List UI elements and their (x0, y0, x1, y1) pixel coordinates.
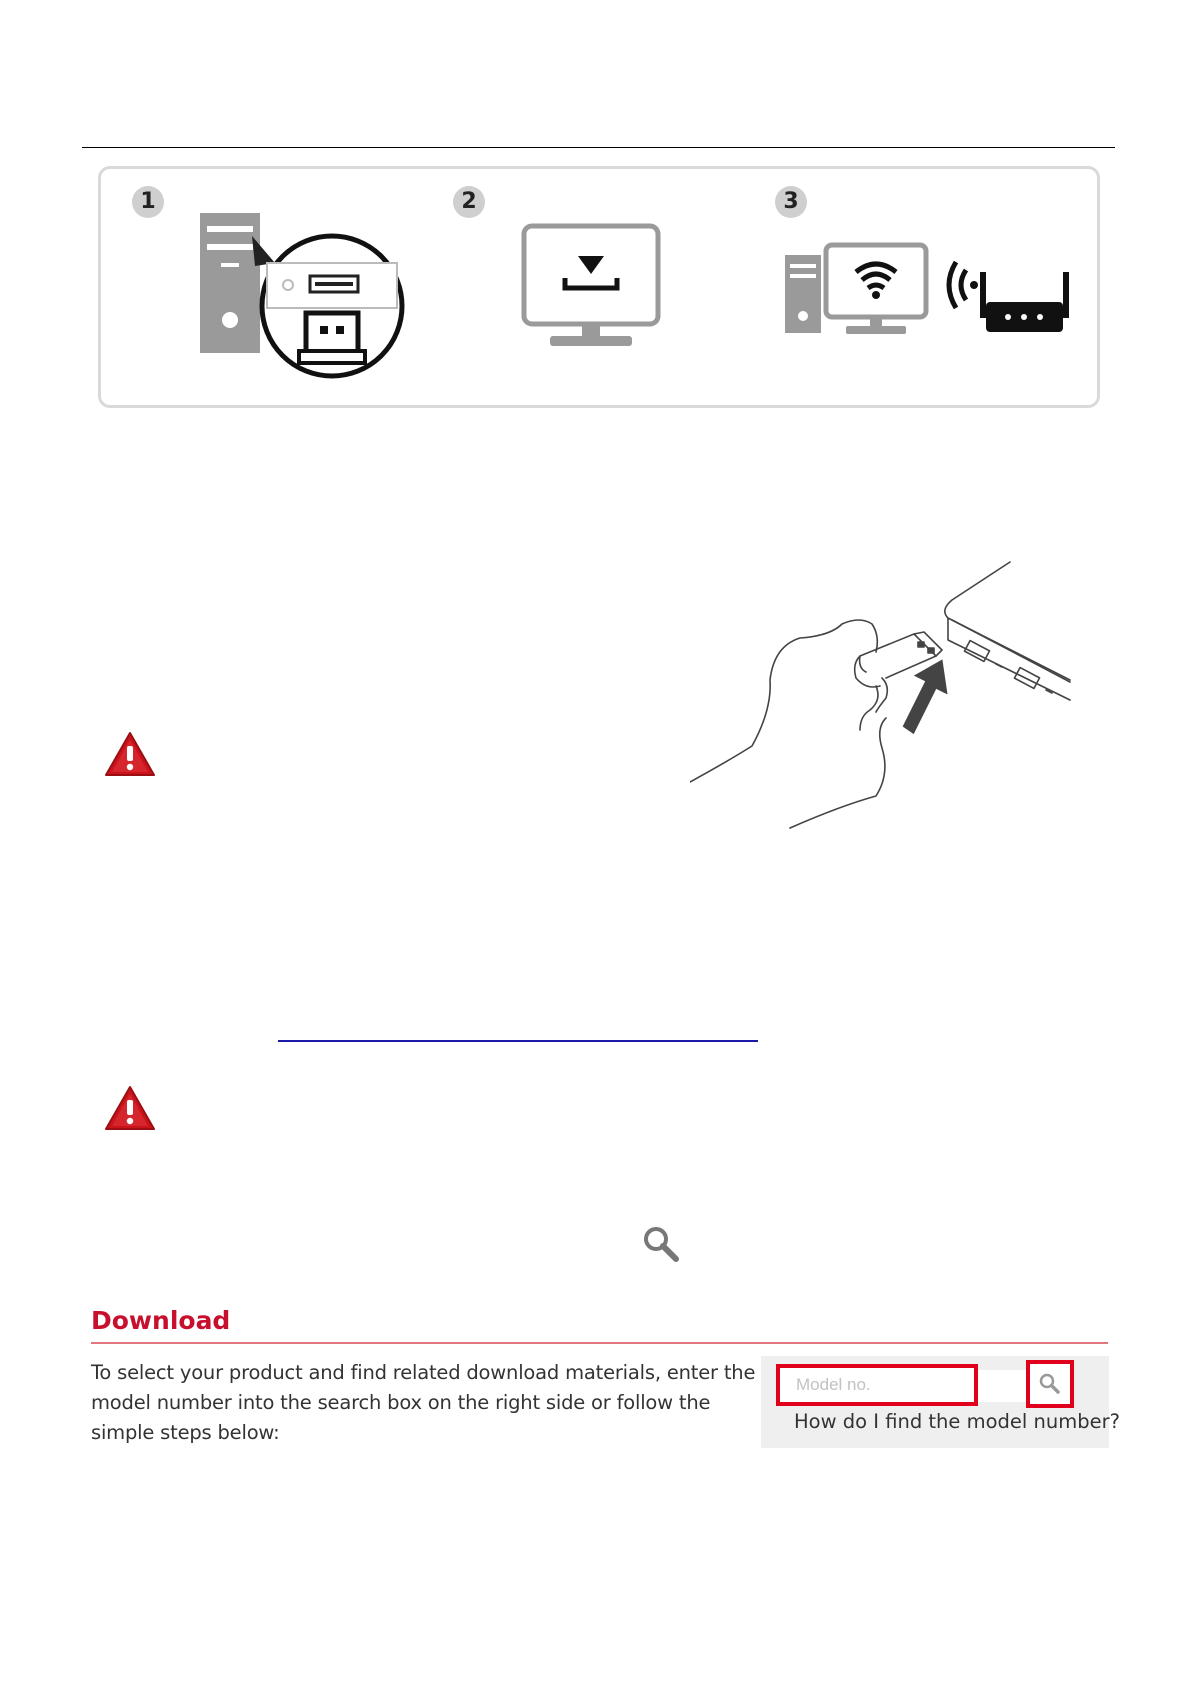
router-icon (980, 272, 1069, 332)
top-rule (82, 147, 1115, 148)
find-model-number-link[interactable]: How do I find the model number? (794, 1410, 1120, 1433)
hyperlink-underline[interactable] (278, 1040, 758, 1042)
download-divider (91, 1342, 1108, 1344)
signal-waves-icon (949, 262, 978, 308)
step-number-2: 2 (453, 186, 485, 218)
download-heading: Download (91, 1306, 231, 1335)
monitor-download-icon (520, 222, 662, 350)
model-number-search-input[interactable] (776, 1364, 978, 1406)
magnifier-icon (641, 1224, 681, 1264)
search-input-extension (978, 1370, 1026, 1402)
step-number-3: 3 (775, 186, 807, 218)
search-icon (1030, 1364, 1070, 1404)
usb-adapter-icon (262, 236, 402, 376)
warning-icon (104, 730, 156, 778)
usb-insertion-illustration (690, 560, 1090, 830)
warning-icon (104, 1084, 156, 1132)
computer-usb-icon (195, 208, 415, 383)
search-button[interactable] (1026, 1360, 1074, 1408)
wifi-monitor-icon (826, 245, 926, 334)
wireless-connection-icon (780, 240, 1080, 340)
computer-tower-icon (785, 255, 821, 333)
download-description: To select your product and find related download materials, enter the model number into the search box on the right side or follow the simple steps below: (91, 1361, 756, 1444)
step-number-1: 1 (132, 186, 164, 218)
